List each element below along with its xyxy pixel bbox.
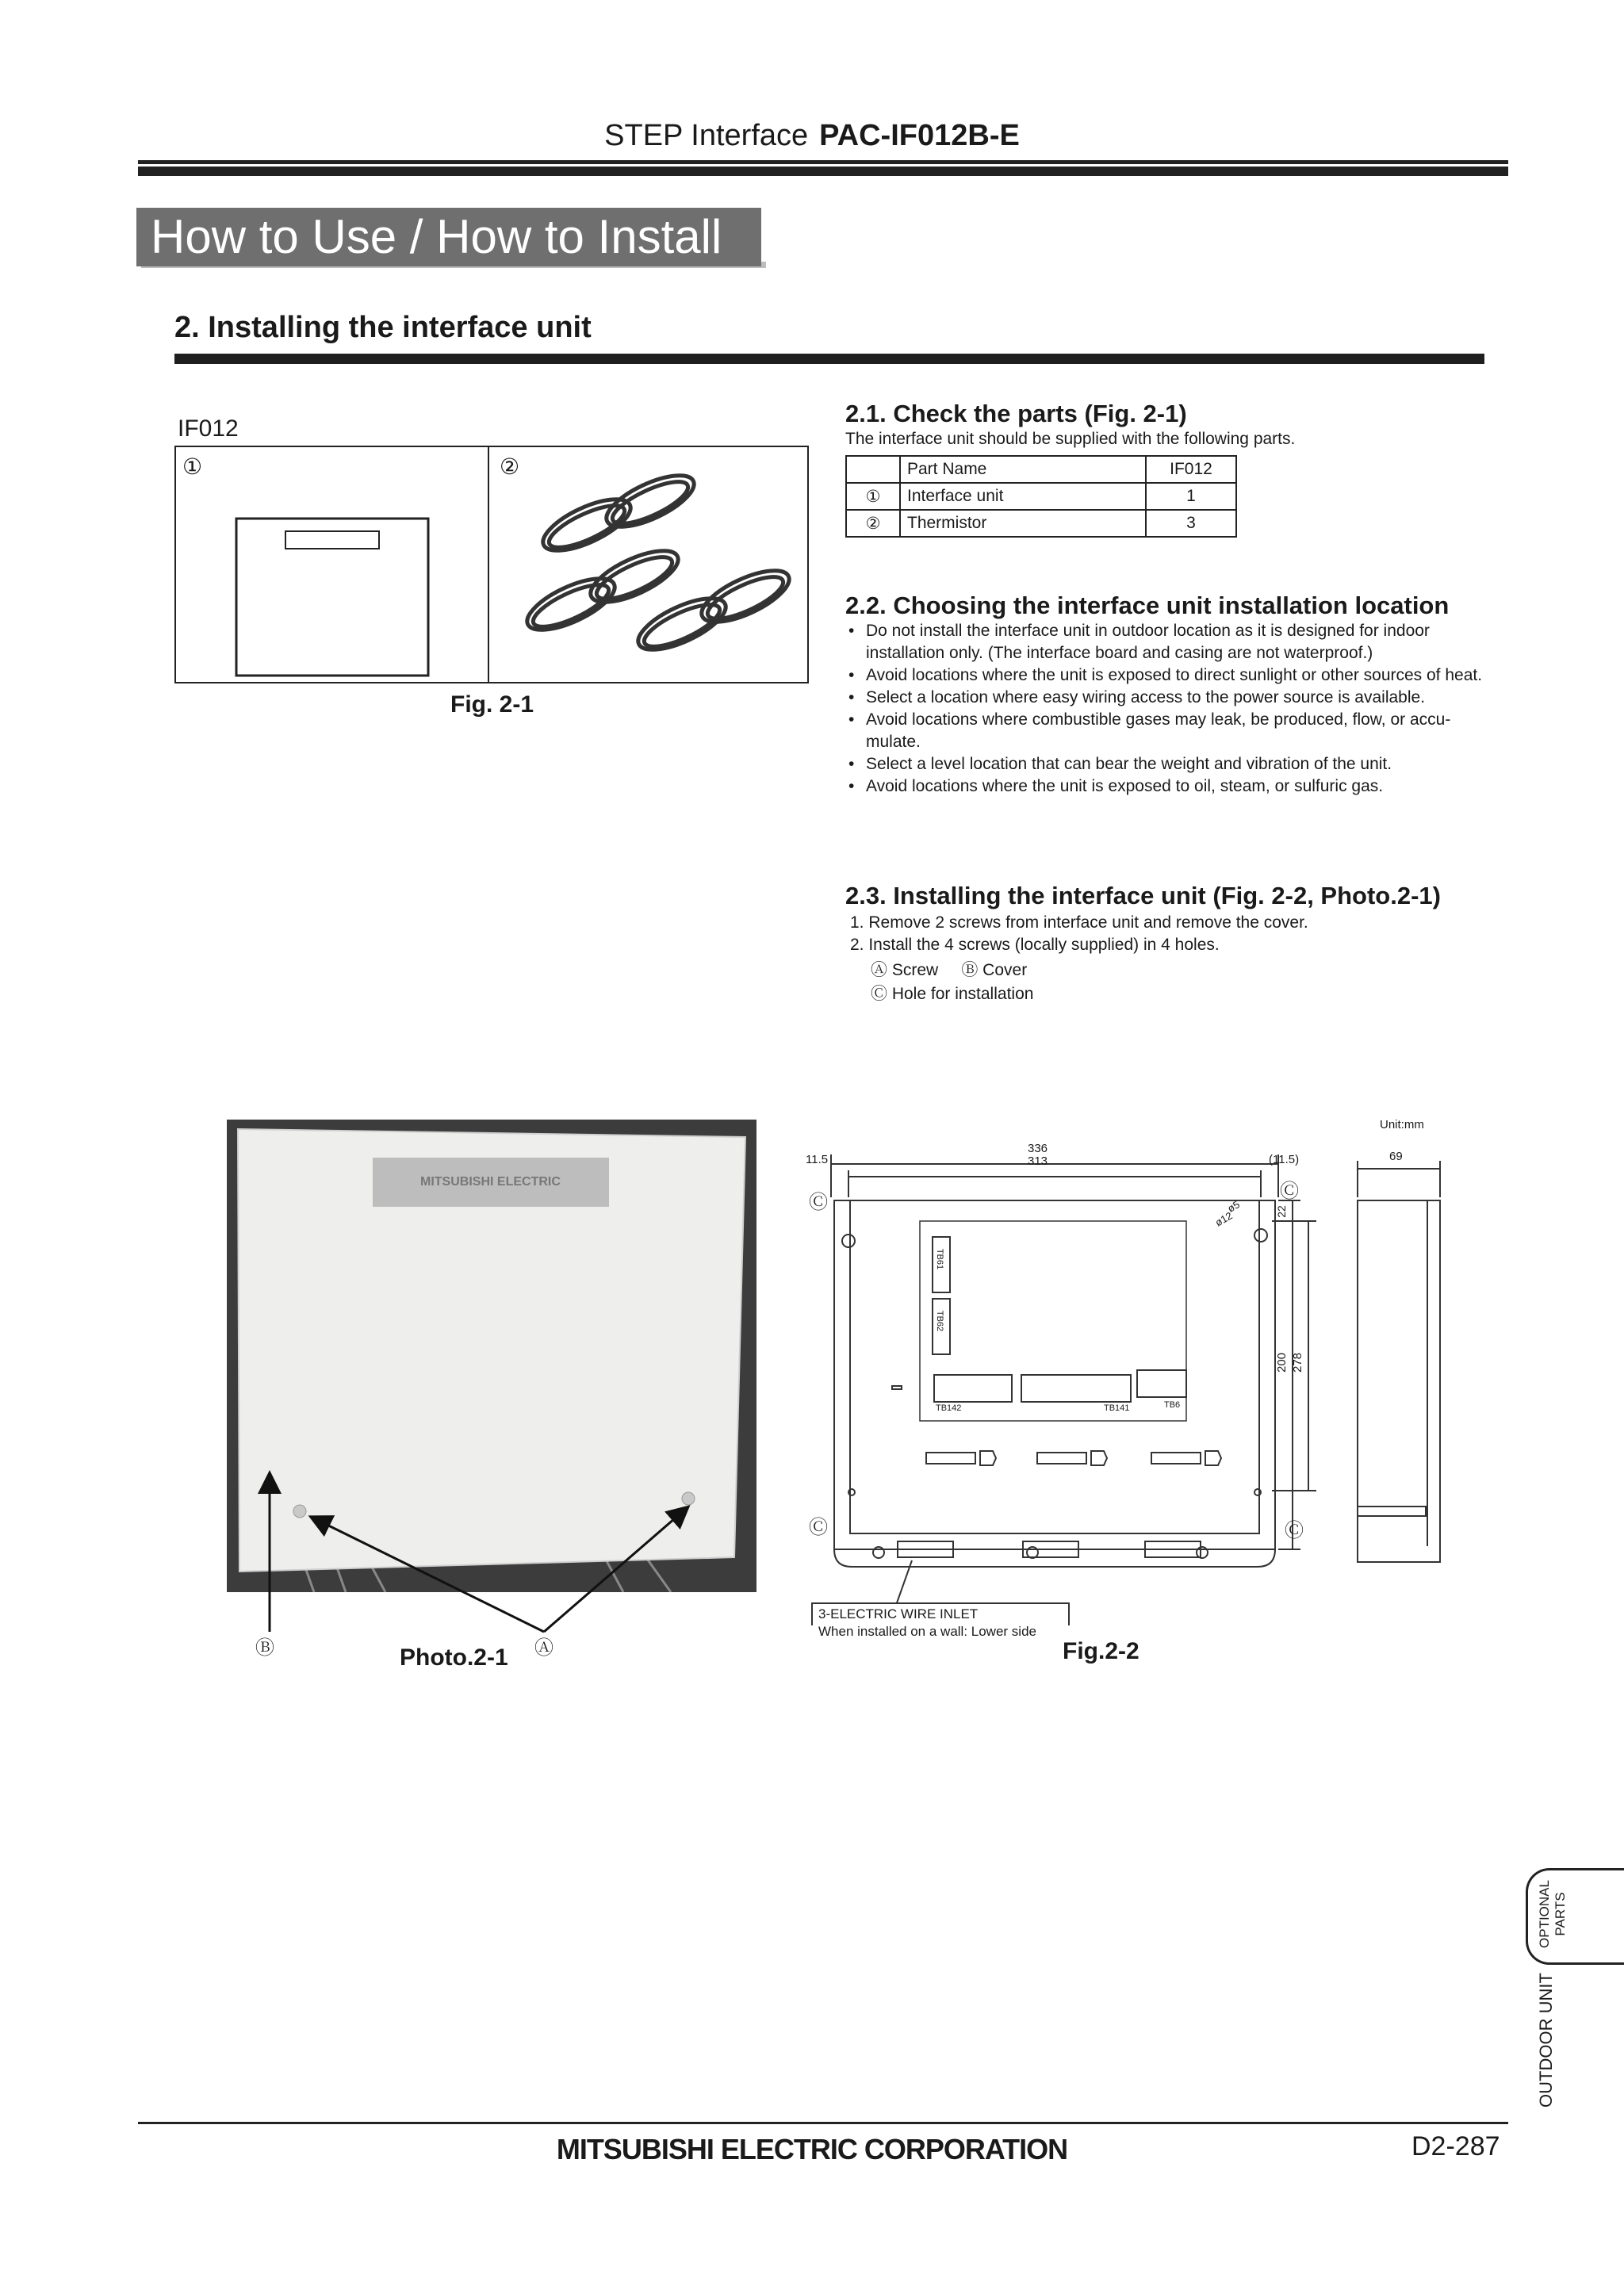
table-header-cell: IF012	[1146, 456, 1236, 483]
table-header-cell: Part Name	[900, 456, 1146, 483]
side-tab-line2: PARTS	[1553, 1892, 1568, 1936]
dim-phi5: ø5	[1225, 1198, 1242, 1215]
dim-336: 336	[1028, 1142, 1048, 1155]
banner-title: How to Use / How to Install	[136, 208, 761, 266]
section-title: 2. Installing the interface unit	[174, 311, 592, 344]
row-number: ①	[846, 483, 900, 510]
section-rule	[174, 354, 1484, 364]
dim-11-5-ref: (11.5)	[1269, 1153, 1300, 1166]
mount-hole-tr	[1254, 1229, 1267, 1242]
row-quantity: 3	[1146, 510, 1236, 537]
cable-glands	[926, 1451, 1221, 1465]
list-item: • Avoid locations where the unit is exposed to oil, steam, or sulfuric gas.	[845, 775, 1484, 798]
fig21-drawing	[174, 446, 809, 683]
table-row	[846, 510, 1236, 537]
list-item: • Do not install the interface unit in outdoor location as it is designed for indoor installation only. (The interface board and casing are not waterproof.)	[845, 620, 1484, 664]
row-quantity: 1	[1146, 483, 1236, 510]
parts-table	[845, 455, 1237, 538]
dim-200: 200	[1275, 1352, 1289, 1373]
footer-rule	[138, 2122, 1508, 2124]
tb6-block	[1137, 1370, 1186, 1397]
fig22-svg	[793, 1118, 1491, 1625]
marker-c-br: Ⓒ	[1285, 1520, 1304, 1541]
tb62-label: TB62	[935, 1310, 945, 1332]
dim-313: 313	[1028, 1154, 1048, 1168]
check-parts-intro: The interface unit should be supplied with the following parts.	[845, 430, 1296, 448]
tb61-label: TB61	[935, 1248, 945, 1270]
header-rule-thin	[138, 160, 1508, 164]
tb142-label: TB142	[936, 1403, 962, 1413]
inlet-note-line1: 3-ELECTRIC WIRE INLET	[818, 1606, 979, 1621]
fig22-caption: Fig.2-2	[1063, 1638, 1139, 1664]
list-item: • Avoid locations where the unit is exposed to direct sunlight or other sources of heat.	[845, 664, 1484, 687]
unit-inner	[850, 1200, 1259, 1533]
install-legend-1: Ⓐ Screw Ⓑ Cover	[871, 961, 1028, 979]
list-item: • Select a level location that can bear the weight and vibration of the unit.	[845, 753, 1484, 775]
row-number: ②	[846, 510, 900, 537]
marker-c-tl: Ⓒ	[809, 1192, 828, 1213]
interface-unit-outline	[236, 519, 428, 676]
pcb-led	[892, 1386, 902, 1389]
location-bullet-list	[845, 620, 1484, 798]
header-rule-thick	[138, 167, 1508, 176]
photo-caption: Photo.2-1	[400, 1644, 508, 1671]
marker-c-bl: Ⓒ	[809, 1517, 828, 1538]
pcb-outline	[920, 1221, 1186, 1421]
check-parts-heading: 2.1. Check the parts (Fig. 2-1)	[845, 400, 1187, 427]
table-row	[846, 483, 1236, 510]
dim-278: 278	[1291, 1352, 1305, 1373]
side-vertical-label: OUTDOOR UNIT	[1536, 1973, 1556, 2108]
side-tab-labels	[1521, 1871, 1568, 1958]
tb141-label: TB141	[1104, 1403, 1130, 1413]
row-part-name: Interface unit	[900, 483, 1146, 510]
tb141-block	[1021, 1375, 1131, 1402]
parts-table-header	[846, 456, 1236, 483]
fig21-caption: Fig. 2-1	[450, 691, 534, 718]
photo-marker-a: Ⓐ	[534, 1637, 553, 1659]
list-item: • Avoid locations where combustible gases may leak, be produced, flow, or accu-mulate.	[845, 709, 1484, 753]
model-number: PAC-IF012B-E	[819, 119, 1020, 152]
unit-label: Unit:mm	[1380, 1118, 1424, 1131]
dim-phi12: ø12	[1212, 1209, 1235, 1229]
row-part-name: Thermistor	[900, 510, 1146, 537]
table-header-cell	[846, 456, 900, 483]
list-item: • Select a location where easy wiring access to the power source is available.	[845, 687, 1484, 709]
fig21-model-label: IF012	[178, 415, 239, 442]
fig21-frame	[174, 446, 809, 683]
tb6-label: TB6	[1164, 1400, 1181, 1410]
photo-marker-b: Ⓑ	[255, 1637, 274, 1659]
install-step-2: 2. Install the 4 screws (locally supplied) in 4 holes.	[850, 936, 1220, 954]
dim-69: 69	[1389, 1150, 1403, 1163]
page-number: D2-287	[1411, 2131, 1500, 2161]
fig21-marker-1: ①	[182, 454, 203, 479]
inlet-note-line2: When installed on a wall: Lower side	[818, 1624, 1036, 1639]
side-tab-line1: OPTIONAL	[1537, 1880, 1552, 1948]
photo-callout-arrows	[254, 1459, 698, 1641]
install-heading: 2.3. Installing the interface unit (Fig. 2-2, Photo.2-1)	[845, 882, 1441, 909]
running-header	[0, 119, 1624, 153]
photo-brand-text: MITSUBISHI ELECTRIC	[420, 1175, 561, 1189]
location-heading: 2.2. Choosing the interface unit installation location	[845, 592, 1450, 619]
dim-11-5: 11.5	[806, 1153, 829, 1166]
install-step-1: 1. Remove 2 screws from interface unit and remove the cover.	[850, 913, 1308, 932]
install-legend-2: Ⓒ Hole for installation	[871, 985, 1034, 1003]
thermistor-coils	[520, 465, 795, 660]
product-line: STEP Interface	[604, 119, 809, 152]
footer-company: MITSUBISHI ELECTRIC CORPORATION	[556, 2133, 1068, 2165]
marker-c-tr: Ⓒ	[1280, 1181, 1299, 1202]
mount-hole-tl	[842, 1235, 855, 1247]
fig22-drawing	[793, 1118, 1491, 1639]
fig21-marker-2: ②	[500, 454, 520, 479]
dim-22: 22	[1274, 1205, 1288, 1218]
tb142-block	[934, 1375, 1012, 1402]
